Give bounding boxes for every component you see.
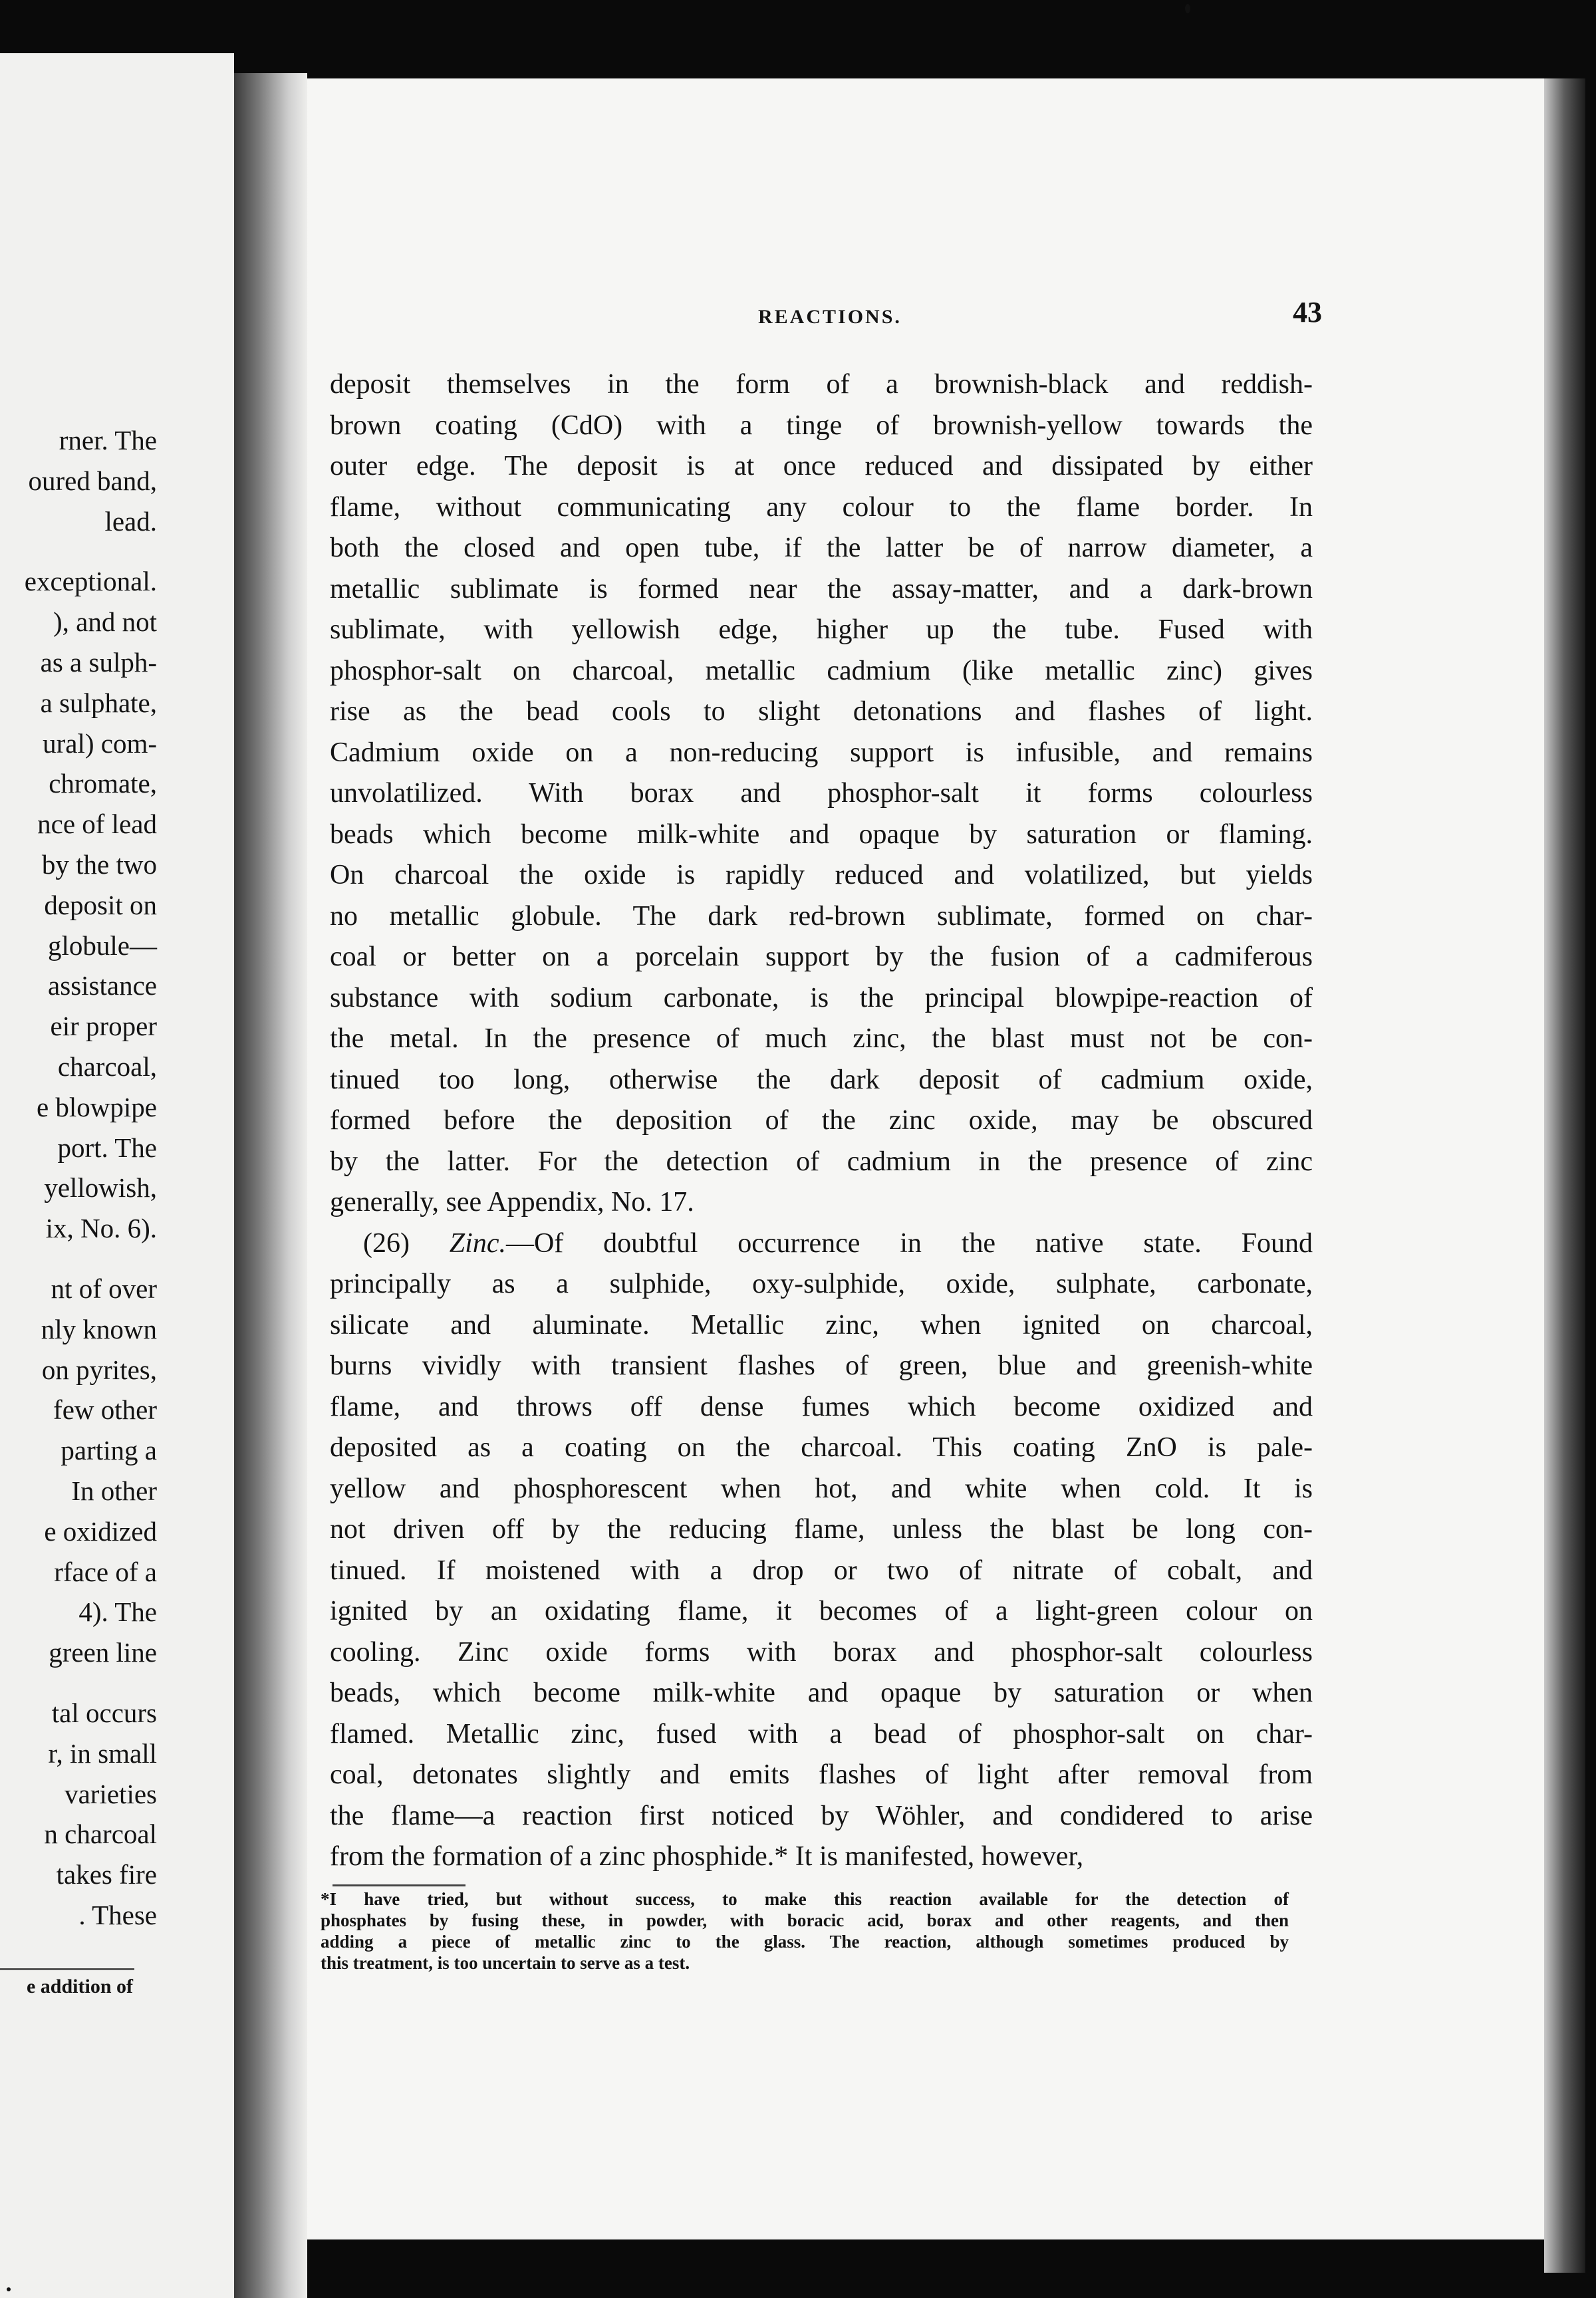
left-text-line: 4). The <box>78 1596 157 1628</box>
left-text-line: green line <box>49 1637 157 1668</box>
left-text-line: e blowpipe <box>36 1091 157 1122</box>
body-line: yellow and phosphorescent when hot, and white when cold. It is <box>330 1473 1313 1504</box>
body-text <box>330 364 1313 1878</box>
body-line: generally, see Appendix, No. 17. <box>330 1187 694 1217</box>
body-line: rise as the bead cools to slight detonations and flashes of light. <box>330 696 1313 727</box>
left-text-line: charcoal, <box>57 1051 157 1082</box>
page-header <box>658 296 1322 339</box>
left-text-line: nly known <box>41 1313 157 1344</box>
left-text-line: nt of over <box>51 1273 157 1304</box>
footnote-line: this treatment, is too uncertain to serve as a test. <box>321 1953 690 1973</box>
left-text-line: In other <box>71 1475 157 1506</box>
paragraph-gap <box>0 541 157 561</box>
left-text-line: as a sulph- <box>40 646 157 678</box>
body-line: not driven off by the reducing flame, unless the blast be long con- <box>330 1514 1313 1545</box>
left-text-line: . These <box>78 1899 157 1930</box>
left-text-line: lead. <box>104 505 157 537</box>
body-line: coal or better on a porcelain support by the fusion of a cadmiferous <box>330 942 1313 972</box>
paragraph-gap <box>0 1249 157 1269</box>
paragraph-start-line: (26) Zinc.—Of doubtful occurrence in the native state. Found <box>363 1227 1313 1259</box>
left-text-line: port. The <box>57 1132 157 1163</box>
left-text-line: n charcoal <box>44 1819 157 1850</box>
body-line: tinued. If moistened with a drop or two of nitrate of cobalt, and <box>330 1555 1313 1586</box>
right-page-edge-shadow <box>1544 78 1585 2273</box>
left-text-line: chromate, <box>49 768 157 799</box>
left-text-line: r, in small <box>48 1737 157 1769</box>
page-number: 43 <box>1293 296 1322 328</box>
scan-speck <box>1185 4 1190 13</box>
body-line: formed before the deposition of the zinc oxide, may be obscured <box>330 1105 1313 1136</box>
left-text-line: assistance <box>48 970 157 1001</box>
body-line: both the closed and open tube, if the latter be of narrow diameter, a <box>330 533 1313 563</box>
left-footnote <box>0 1974 133 2000</box>
left-text-line: varieties <box>65 1778 157 1809</box>
left-footnote-rule <box>0 1968 134 1970</box>
footnote <box>321 1888 1289 1974</box>
left-text-line: rface of a <box>54 1556 157 1587</box>
left-text-line: nce of lead <box>37 809 157 840</box>
left-text-line: parting a <box>61 1435 157 1466</box>
body-line: Cadmium oxide on a non-reducing support is infusible, and remains <box>330 737 1313 768</box>
body-line: by the latter. For the detection of cadmium in the presence of zinc <box>330 1146 1313 1177</box>
paragraph-gap <box>0 1673 157 1693</box>
left-text-line: eir proper <box>50 1011 157 1042</box>
body-line: deposit themselves in the form of a brownish-black and reddish- <box>330 369 1313 400</box>
body-line: outer edge. The deposit is at once reduced and dissipated by either <box>330 451 1313 481</box>
body-line: burns vividly with transient flashes of green, blue and greenish-white <box>330 1350 1313 1381</box>
body-line: the flame—a reaction first noticed by Wöhler, and condidered to arise <box>330 1800 1313 1831</box>
body-line: brown coating (CdO) with a tinge of brownish-yellow towards the <box>330 410 1313 441</box>
body-line: substance with sodium carbonate, is the principal blowpipe-reaction of <box>330 982 1313 1013</box>
body-line: sublimate, with yellowish edge, higher up the tube. Fused with <box>330 614 1313 645</box>
scan-speck <box>7 2287 11 2291</box>
body-line: no metallic globule. The dark red-brown sublimate, formed on char- <box>330 900 1313 932</box>
body-line: deposited as a coating on the charcoal. This coating ZnO is pale- <box>330 1432 1313 1463</box>
left-text-line: globule— <box>48 930 157 961</box>
footnote-line: adding a piece of metallic zinc to the glass. The reaction, although sometimes produced by <box>321 1932 1289 1952</box>
left-text-line: on pyrites, <box>41 1354 157 1385</box>
left-text-line: ), and not <box>53 606 157 638</box>
body-line: flame, without communicating any colour to the flame border. In <box>330 491 1313 523</box>
body-line: beads which become milk-white and opaque by saturation or flaming. <box>330 819 1313 850</box>
body-line: phosphor-salt on charcoal, metallic cadmium (like metallic zinc) gives <box>330 655 1313 686</box>
body-line: silicate and aluminate. Metallic zinc, when ignited on charcoal, <box>330 1309 1313 1340</box>
body-line: the metal. In the presence of much zinc, the blast must not be con- <box>330 1023 1313 1054</box>
left-text-line: few other <box>53 1394 157 1426</box>
body-line: flame, and throws off dense fumes which become oxidized and <box>330 1391 1313 1422</box>
left-text-line: rner. The <box>59 425 157 455</box>
left-text-line: oured band, <box>28 465 157 496</box>
element-name-zinc: Zinc. <box>449 1227 506 1259</box>
left-text-line: ix, No. 6). <box>45 1213 157 1244</box>
left-text-line: ural) com- <box>43 727 157 759</box>
left-text-line: takes fire <box>56 1859 157 1890</box>
left-page-text <box>0 420 157 1936</box>
body-line: flamed. Metallic zinc, fused with a bead of phosphor-salt on char- <box>330 1718 1313 1749</box>
footnote-line: phosphates by fusing these, in powder, with boracic acid, borax and other reagents, and then <box>321 1910 1289 1930</box>
footnote-rule <box>332 1884 466 1886</box>
left-text-line: a sulphate, <box>40 687 157 718</box>
left-footnote-line: e addition of <box>26 1976 133 1997</box>
body-line: from the formation of a zinc phosphide.* It is manifested, however, <box>330 1841 1084 1872</box>
left-page <box>0 53 234 2298</box>
body-line: principally as a sulphide, oxy-sulphide, oxide, sulphate, carbonate, <box>330 1269 1313 1299</box>
body-line: cooling. Zinc oxide forms with borax and phosphor-salt colourless <box>330 1636 1313 1668</box>
left-text-line: yellowish, <box>44 1172 157 1204</box>
body-line: metallic sublimate is formed near the assay-matter, and a dark-brown <box>330 573 1313 604</box>
left-text-line: e oxidized <box>44 1515 157 1547</box>
body-line: coal, detonates slightly and emits flashes of light after removal from <box>330 1759 1313 1790</box>
left-text-line: tal occurs <box>51 1697 157 1728</box>
footnote-line: *I have tried, but without success, to make this reaction available for the detection of <box>321 1889 1289 1909</box>
body-line: beads, which become milk-white and opaque by saturation or when <box>330 1678 1313 1708</box>
left-text-line: exceptional. <box>24 566 157 597</box>
page-gutter-shadow <box>234 73 307 2298</box>
body-line: On charcoal the oxide is rapidly reduced and volatilized, but yields <box>330 860 1313 890</box>
body-line: tinued too long, otherwise the dark deposit of cadmium oxide, <box>330 1064 1313 1095</box>
left-text-line: by the two <box>41 848 157 880</box>
body-line: unvolatilized. With borax and phosphor-salt it forms colourless <box>330 778 1313 809</box>
running-head: REACTIONS. <box>758 306 902 328</box>
left-text-line: deposit on <box>44 889 157 920</box>
body-line: ignited by an oxidating flame, it becomes of a light-green colour on <box>330 1596 1313 1626</box>
